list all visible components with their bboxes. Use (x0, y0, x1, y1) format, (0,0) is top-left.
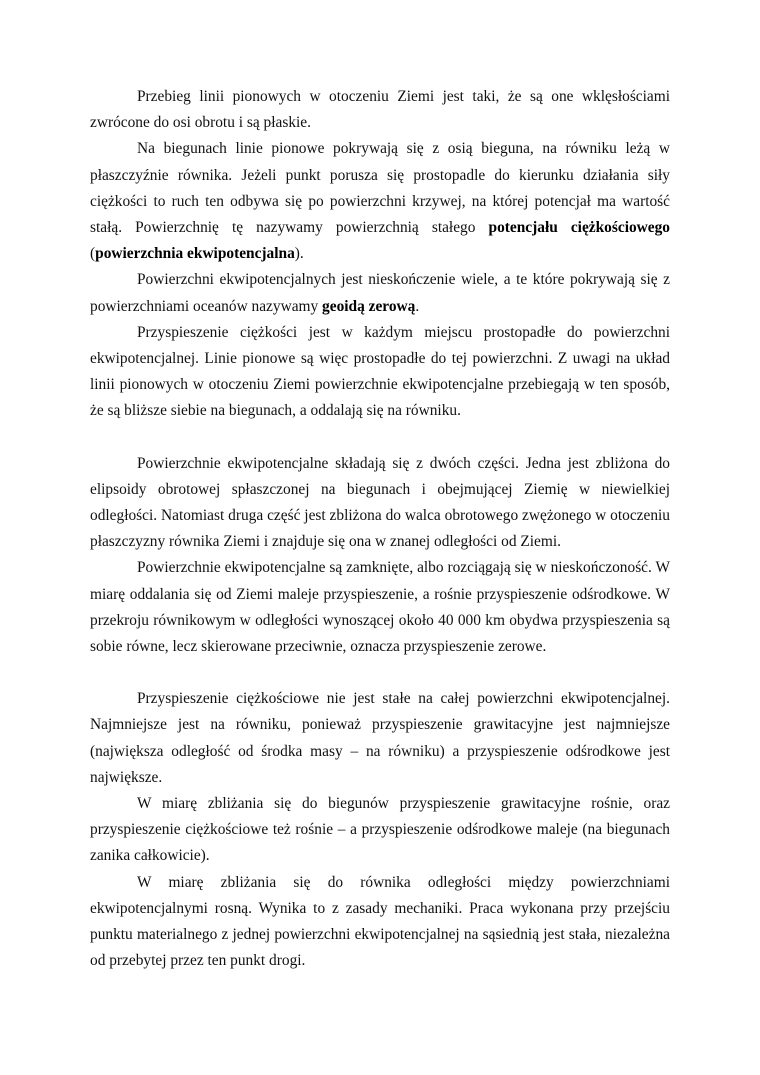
paragraph-zero-geoid (90, 267, 670, 319)
paragraph-poles-equator (90, 136, 670, 267)
paragraph-acceleration-variation: Przyspieszenie ciężkościowe nie jest stałe na całej powierzchni ekwipotencjalnej. Najmniejsze jest na równiku, ponieważ przyspieszenie grawitacyjne jest najmniejsze (największa odległość od środka masy – na równiku) a przyspieszenie odśrodkowe jest największe. (90, 690, 670, 786)
paragraph-plumb-lines: Przebieg linii pionowych w otoczeniu Ziemi jest taki, że są one wklęsłościami zwrócone do osi obrotu i są płaskie. (90, 88, 670, 132)
paragraph-text: ( (90, 245, 96, 263)
paragraph-toward-poles: W miarę zbliżania się do biegunów przyspieszenie grawitacyjne rośnie, oraz przyspieszenie ciężkościowe też rośnie – a przyspieszenie odśrodkowe maleje (na biegunach zanika całkowicie). (90, 795, 670, 865)
document-body (90, 84, 670, 975)
paragraph-toward-equator: W miarę zbliżania się do równika odległości między powierzchniami ekwipotencjalnymi rosną. Wynika to z zasady mechaniki. Praca wykonana przy przejściu punktu materialnego z jednej powierzchni ekwipotencjalnej na sąsiednią jest stała, niezależna od przebytej przez ten punkt drogi. (90, 873, 670, 970)
paragraph-spacer (90, 660, 670, 686)
paragraph-gravity-acceleration: Przyspieszenie ciężkości jest w każdym miejscu prostopadłe do powierzchni ekwipotencjalnej. Linie pionowe są więc prostopadłe do tej powierzchni. Z uwagi na układ linii pionowych w otoczeniu Ziemi powierzchnie ekwipotencjalne przebiegają w ten sposób, że są bliższe siebie na biegunach, a oddalają się na równiku. (90, 323, 670, 420)
paragraph-text: ). (294, 245, 304, 263)
paragraph-text: . (415, 297, 420, 315)
paragraph-text: Na biegunach linie pionowe pokrywają się z osią bieguna, na równiku leżą w płaszczyźnie równika. Jeżeli punkt porusza się prostopadle do kierunku działania siły ciężkości to ruch ten odbywa się po powierzchni krzywej, na której potencjał ma wartość stałą. Powierzchnię tę nazywamy powierzchnią stałego (90, 140, 670, 237)
bold-term-equipotential-surface: powierzchnia ekwipotencjalna (95, 245, 295, 263)
paragraph-spacer (90, 425, 670, 451)
paragraph-text: Powierzchni ekwipotencjalnych jest nieskończenie wiele, a te które pokrywają się z powierzchniami oceanów nazywamy (90, 271, 670, 315)
bold-term-zero-geoid: geoidą zerową (322, 297, 416, 315)
paragraph-surface-parts: Powierzchnie ekwipotencjalne składają się z dwóch części. Jedna jest zbliżona do elipsoidy obrotowej spłaszczonej na biegunach i obejmującej Ziemię w niewielkiej odległości. Natomiast druga część jest zbliżona do walca obrotowego zwężonego w otoczeniu płaszczyzny równika Ziemi i znajduje się ona w znanej odległości od Ziemi. (90, 454, 670, 551)
paragraph-closed-surfaces: Powierzchnie ekwipotencjalne są zamknięte, albo rozciągają się w nieskończoność. W miarę oddalania się od Ziemi maleje przyspieszenie, a rośnie przyspieszenie odśrodkowe. W przekroju równikowym w odległości wynoszącej około 40 000 km obydwa przyspieszenia są sobie równe, lecz skierowane przeciwnie, oznacza przyspieszenie zerowe. (90, 559, 670, 656)
bold-term-gravity-potential: potencjału ciężkościowego (488, 219, 670, 237)
